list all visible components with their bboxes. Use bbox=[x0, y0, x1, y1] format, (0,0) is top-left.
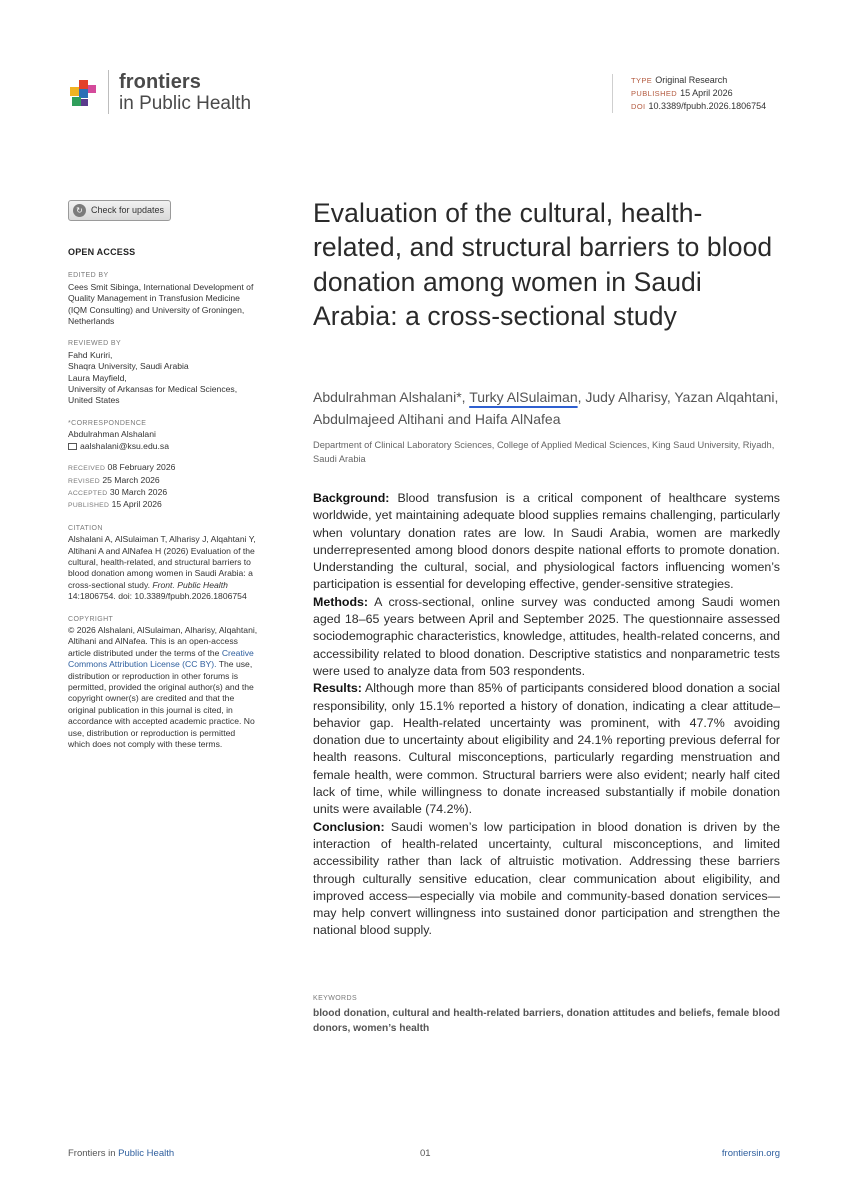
keywords-title: KEYWORDS bbox=[313, 995, 358, 1002]
author[interactable]: Yazan Alqahtani, Abdulmajeed Altihani and Haifa AlNafea bbox=[313, 389, 779, 427]
affiliation: Department of Clinical Laboratory Sciences, College of Applied Medical Sciences, King Saud University, Riyadh, Saudi Arabia bbox=[313, 440, 775, 464]
abstract bbox=[313, 490, 780, 940]
keywords-text: blood donation, cultural and health-related barriers, donation attitudes and beliefs, female blood donors, women’s health bbox=[313, 1008, 780, 1034]
footer-journal-prefix: Frontiers in bbox=[68, 1148, 119, 1159]
date-key: RECEIVED bbox=[68, 465, 106, 473]
author[interactable]: Judy Alharisy, bbox=[585, 389, 671, 405]
abstract-text: Although more than 85% of participants considered blood donation a social responsibility, only 15.1% reported a history of donation, indicating a clear attitude–behavior gap. Health-related uncertainty was prominent, with 47.7% avoiding donation due to uncertainty about eligibility and 24.1% reporting previous deferral for health reasons. Cultural misconceptions, particularly regarding menstruation and female health, were common. Structural barriers were also evident; nearly half cited lack of time, while willingness to donate increased substantially if mobile donation units were available (74.2%). bbox=[313, 681, 780, 817]
abstract-text: A cross-sectional, online survey was conducted among Saudi women aged 18–65 years between April and September 2025. The questionnaire assessed sociodemographic characteristics, knowledge, attitudes, health-related concerns, and accessibility related to blood donation. Descriptive statistics and nonparametric tests were used to analyze data from 503 respondents. bbox=[313, 594, 780, 678]
date-value: 15 April 2026 bbox=[111, 499, 162, 510]
meta-key: TYPE bbox=[631, 76, 653, 85]
abstract-methods bbox=[313, 594, 780, 680]
dates-block bbox=[68, 462, 258, 512]
author-underlined[interactable]: Turky AlSulaiman bbox=[469, 389, 578, 405]
date-row bbox=[68, 499, 258, 511]
copyright-text bbox=[68, 625, 258, 750]
logo-journal: in Public Health bbox=[119, 92, 252, 114]
date-value: 30 March 2026 bbox=[109, 486, 168, 497]
frontiers-logo-icon bbox=[68, 75, 98, 109]
footer-site-link[interactable]: frontiersin.org bbox=[721, 1148, 780, 1159]
meta-key: PUBLISHED bbox=[631, 89, 678, 98]
date-key: REVISED bbox=[68, 477, 100, 485]
abstract-text: Saudi women’s low participation in blood donation is driven by the interaction of health-related uncertainty, cultural misconceptions, and limited accessibility rather than lack of altruistic motivation. Addressing these barriers through culturally sensitive education, clear communication about eligibility, and improved access—especially via mobile and community-based donation services—may help convert willingness into sustained donor participation and strengthen the national blood supply. bbox=[313, 819, 780, 938]
date-value: 08 February 2026 bbox=[107, 462, 176, 473]
refresh-icon: ↻ bbox=[73, 204, 86, 217]
meta-published bbox=[631, 87, 766, 100]
date-row bbox=[68, 475, 258, 487]
abstract-label: Background: bbox=[313, 491, 390, 505]
meta-value: Original Research bbox=[655, 75, 728, 85]
edited-by-text: Cees Smit Sibinga, International Development of Quality Management in Transfusion Medicine (IQM Consulting) and University of Groningen, Netherlands bbox=[68, 281, 254, 327]
reviewer-affiliation: Shaqra University, Saudi Arabia bbox=[68, 361, 189, 372]
abstract-results bbox=[313, 680, 780, 818]
citation-text bbox=[68, 534, 258, 602]
abstract-background bbox=[313, 490, 780, 594]
meta-key: DOI bbox=[631, 102, 646, 111]
article-title: Evaluation of the cultural, health-related, and structural barriers to blood donation among women in Saudi Arabia: a cross-sectional study bbox=[313, 198, 773, 331]
copyright-pre: © 2026 Alshalani, AlSulaiman, Alharisy, Alqahtani, Altihani and AlNafea. This is an open-access article distributed under the terms of the bbox=[68, 624, 258, 658]
citation-doi[interactable]: doi: 10.3389/fpubh.2026.1806754 bbox=[118, 591, 247, 602]
reviewed-by-title: REVIEWED BY bbox=[68, 340, 122, 348]
reviewer-name: Fahd Kuriri, bbox=[68, 349, 113, 360]
abstract-label: Results: bbox=[313, 681, 362, 696]
citation-main: Alshalani A, AlSulaiman T, Alharisy J, Alqahtani Y, Altihani A and AlNafea H (2026) Evaluation of the cultural, health-related, and structural barriers to blood donation among women in Saudi Arabia: a cross-sectional study. bbox=[68, 534, 256, 590]
correspondence-title: *CORRESPONDENCE bbox=[68, 419, 147, 427]
date-row bbox=[68, 462, 258, 474]
author[interactable]: Abdulrahman Alshalani* bbox=[313, 389, 462, 405]
edited-by-title: EDITED BY bbox=[68, 272, 109, 280]
meta-type bbox=[631, 74, 766, 87]
logo-text bbox=[119, 72, 251, 113]
page-number: 01 bbox=[420, 1148, 431, 1159]
sidebar bbox=[68, 200, 258, 750]
open-access-label: OPEN ACCESS bbox=[68, 247, 136, 257]
check-updates-label: Check for updates bbox=[91, 204, 165, 215]
correspondence-name: Abdulrahman Alshalani bbox=[68, 429, 156, 440]
cc-license-link[interactable]: Creative Commons Attribution License (CC BY). bbox=[68, 647, 254, 670]
copyright-post: The use, distribution or reproduction in other forums is permitted, provided the original author(s) and the copyright owner(s) are credited and that the original publication in this journal is cited, in accordance with accepted academic practice. No use, distribution or reproduction is permitted which does not comply with these terms. bbox=[68, 659, 255, 750]
date-key: ACCEPTED bbox=[68, 489, 108, 497]
citation-title: CITATION bbox=[68, 524, 103, 532]
date-row bbox=[68, 487, 258, 499]
date-value: 25 March 2026 bbox=[102, 474, 160, 485]
article-meta bbox=[612, 74, 766, 113]
abstract-conclusion bbox=[313, 819, 780, 940]
citation-volume: 14:1806754. bbox=[68, 591, 116, 602]
citation-journal: Front. Public Health bbox=[152, 579, 228, 590]
meta-doi bbox=[631, 100, 766, 113]
logo-divider bbox=[108, 70, 109, 114]
abstract-text: Blood transfusion is a critical component of healthcare systems worldwide, yet maintaining adequate blood supplies remains challenging, particularly when voluntary donation rates are low. In Saudi Arabia, women are markedly underrepresented among blood donors despite national efforts to promote donation. Understanding the cultural, social, and physiological factors influencing women’s participation is essential for developing effective, gender-sensitive strategies. bbox=[313, 491, 780, 592]
reviewer-affiliation: University of Arkansas for Medical Sciences, United States bbox=[68, 384, 238, 406]
copyright-title: COPYRIGHT bbox=[68, 615, 114, 623]
correspondence-email[interactable]: aalshalani@ksu.edu.sa bbox=[80, 440, 169, 451]
footer-journal[interactable] bbox=[68, 1148, 174, 1159]
reviewer-name: Laura Mayfield, bbox=[68, 372, 127, 383]
abstract-label: Conclusion: bbox=[313, 819, 385, 834]
author-list: Abdulrahman Alshalani*, Turky AlSulaiman, Judy Alharisy, Yazan Alqahtani, Abdulmajeed Altihani and Haifa AlNafea bbox=[313, 389, 779, 427]
mail-icon bbox=[68, 443, 77, 450]
date-key: PUBLISHED bbox=[68, 502, 110, 510]
correspondence-email-row[interactable] bbox=[68, 441, 258, 452]
check-updates-button[interactable] bbox=[68, 200, 171, 221]
meta-value: 15 April 2026 bbox=[680, 88, 733, 98]
journal-logo[interactable] bbox=[68, 70, 251, 114]
meta-value[interactable]: 10.3389/fpubh.2026.1806754 bbox=[648, 101, 767, 111]
abstract-label: Methods: bbox=[313, 594, 369, 609]
logo-brand: frontiers bbox=[119, 70, 202, 93]
footer-journal-accent: Public Health bbox=[118, 1148, 175, 1159]
